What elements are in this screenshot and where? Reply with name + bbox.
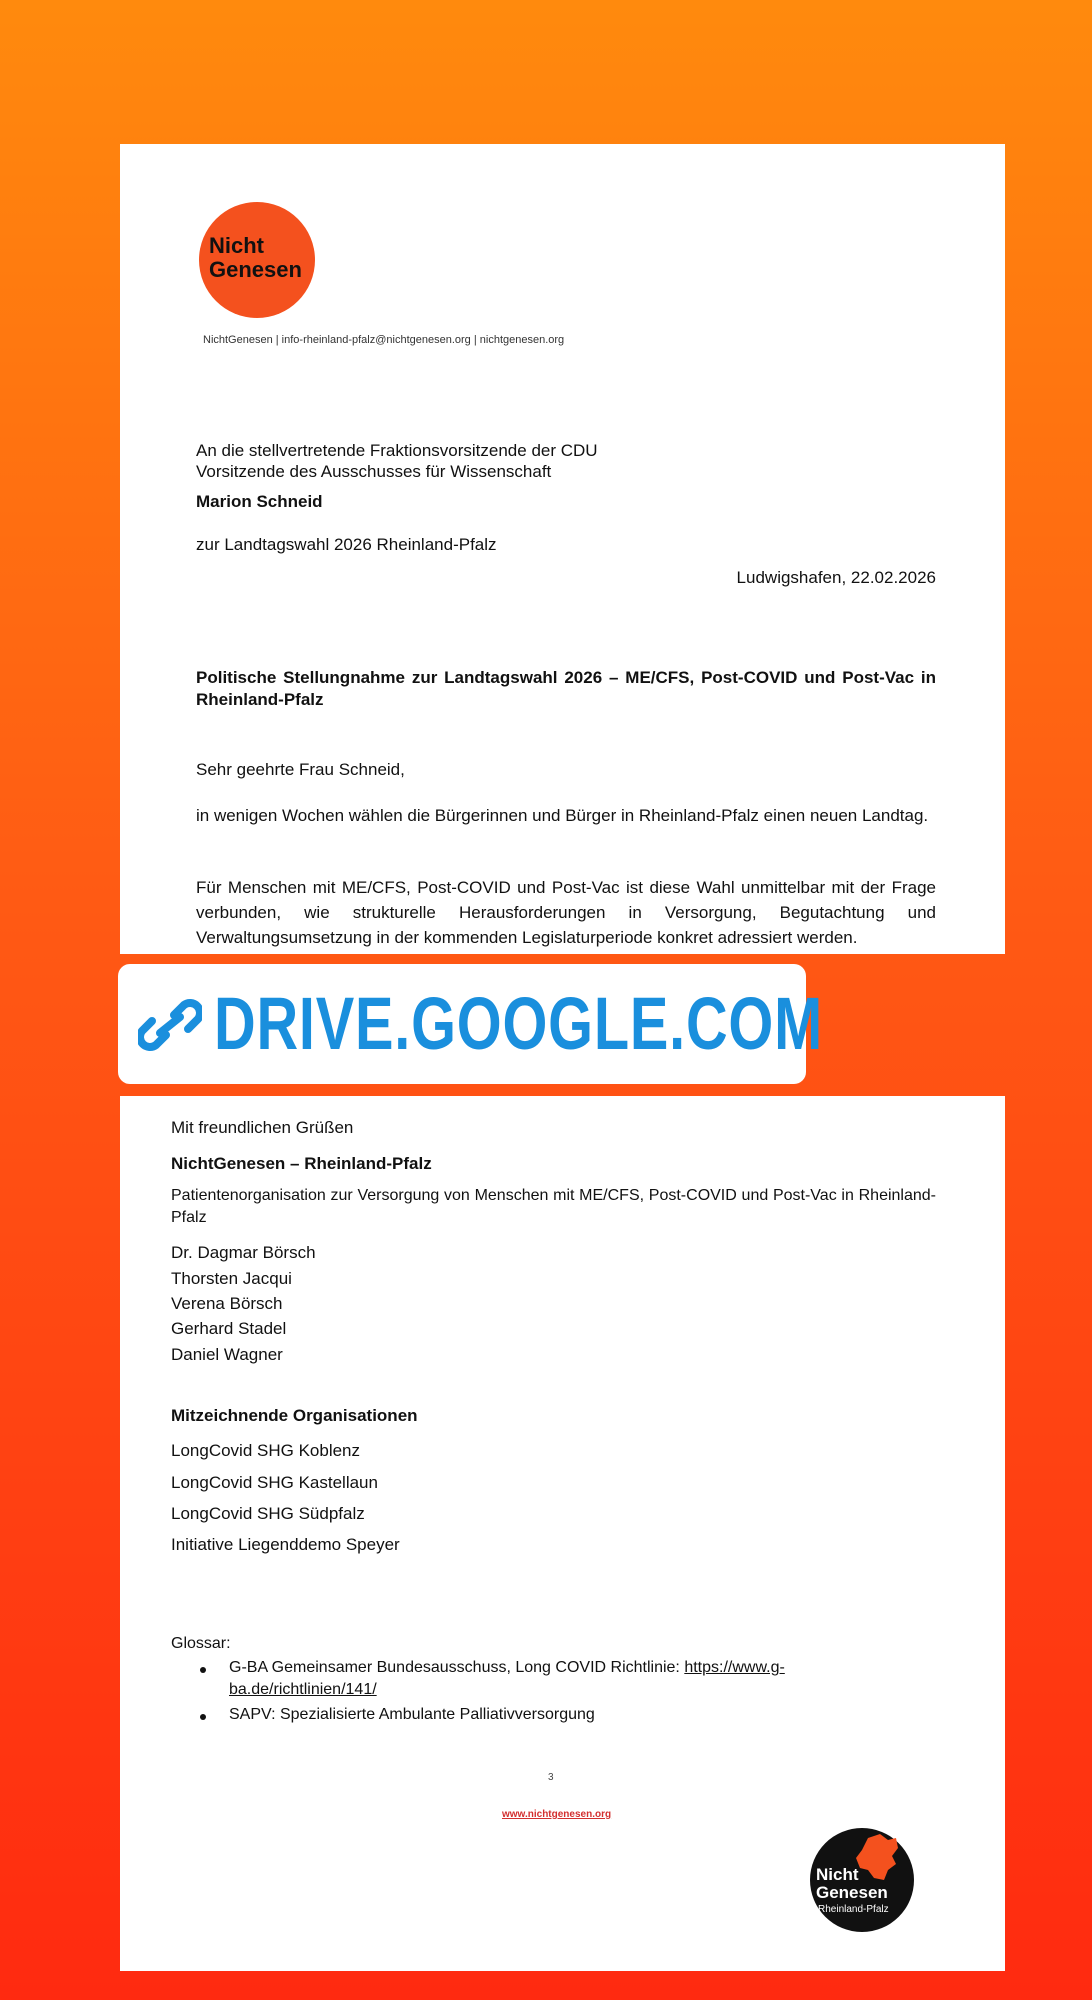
rhineland-palatinate-map-icon [854,1834,900,1882]
salutation: Sehr geehrte Frau Schneid, [196,760,405,779]
place-date: Ludwigshafen, 22.02.2026 [736,568,936,587]
nichtgenesen-logo [199,202,315,318]
footer-logo-line-3: Rheinland-Pfalz [818,1904,889,1915]
logo-line-2: Genesen [209,257,302,282]
signer: Daniel Wagner [171,1345,283,1364]
org-description: Patientenorganisation zur Versorgung von Menschen mit ME/CFS, Post-COVID und Post-Vac in Rheinland-Pfalz [171,1187,936,1226]
org-name: NichtGenesen – Rheinland-Pfalz [171,1154,432,1173]
letterhead-contact: NichtGenesen | info-rheinland-pfalz@nichtgenesen.org | nichtgenesen.org [203,334,565,346]
recipient-name: Marion Schneid [196,492,323,511]
closing: Mit freundlichen Grüßen [171,1118,354,1137]
signer: Dr. Dagmar Börsch [171,1243,316,1262]
signer: Verena Börsch [171,1294,283,1313]
glossary-link[interactable]: https://www.g- [684,1659,785,1676]
signer: Gerhard Stadel [171,1319,287,1338]
cosigner: LongCovid SHG Kastellaun [171,1473,378,1492]
cosigner: Initiative Liegenddemo Speyer [171,1535,400,1554]
page-number: 3 [548,1772,554,1783]
glossary-item-1 [229,1657,785,1701]
drive-link-sticker[interactable] [118,964,823,1084]
bullet-icon [200,1714,206,1720]
cosigner: LongCovid SHG Koblenz [171,1441,361,1460]
drive-link-text[interactable]: DRIVE.GOOGLE.COM [214,982,823,1065]
recipient-context: zur Landtagswahl 2026 Rheinland-Pfalz [196,535,497,554]
letter-page-1 [120,144,1005,954]
paragraph-1: in wenigen Wochen wählen die Bürgerinnen und Bürger in Rheinland-Pfalz einen neuen Landtag. [196,806,929,825]
glossary-item-1-text: G-BA Gemeinsamer Bundesausschuss, Long COVID Richtlinie: [229,1659,685,1676]
footer-logo-line-2: Genesen [816,1883,888,1902]
footer-logo-line-1: Nicht [816,1865,859,1884]
recipient-line-1: An die stellvertretende Fraktionsvorsitzende der CDU [196,441,598,460]
footer-url-link[interactable]: www.nichtgenesen.org [502,1809,612,1820]
glossary-item-2: SAPV: Spezialisierte Ambulante Palliativversorgung [229,1706,595,1723]
recipient-line-2: Vorsitzende des Ausschusses für Wissenschaft [196,462,552,481]
logo-line-1: Nicht [209,233,264,258]
glossary-heading: Glossar: [171,1635,231,1652]
footer-logo [810,1828,914,1932]
subject-line: Politische Stellungnahme zur Landtagswahl 2026 – ME/CFS, Post-COVID und Post-Vac in Rheinland-Pfalz [196,668,936,709]
paragraph-2: Für Menschen mit ME/CFS, Post-COVID und Post-Vac ist diese Wahl unmittelbar mit der Frage verbunden, wie strukturelle Herausforderungen in Versorgung, Begutachtung und Verwaltungsumsetzung in der kommenden Legislaturperiode konkret adressiert werden. [196,878,936,947]
bullet-icon [200,1667,206,1673]
cosign-heading: Mitzeichnende Organisationen [171,1406,418,1425]
glossary-link[interactable]: ba.de/richtlinien/141/ [229,1681,377,1698]
letter-page-2 [120,1096,1005,1971]
cosigner: LongCovid SHG Südpfalz [171,1504,365,1523]
signer: Thorsten Jacqui [171,1269,292,1288]
link-icon [138,995,202,1055]
